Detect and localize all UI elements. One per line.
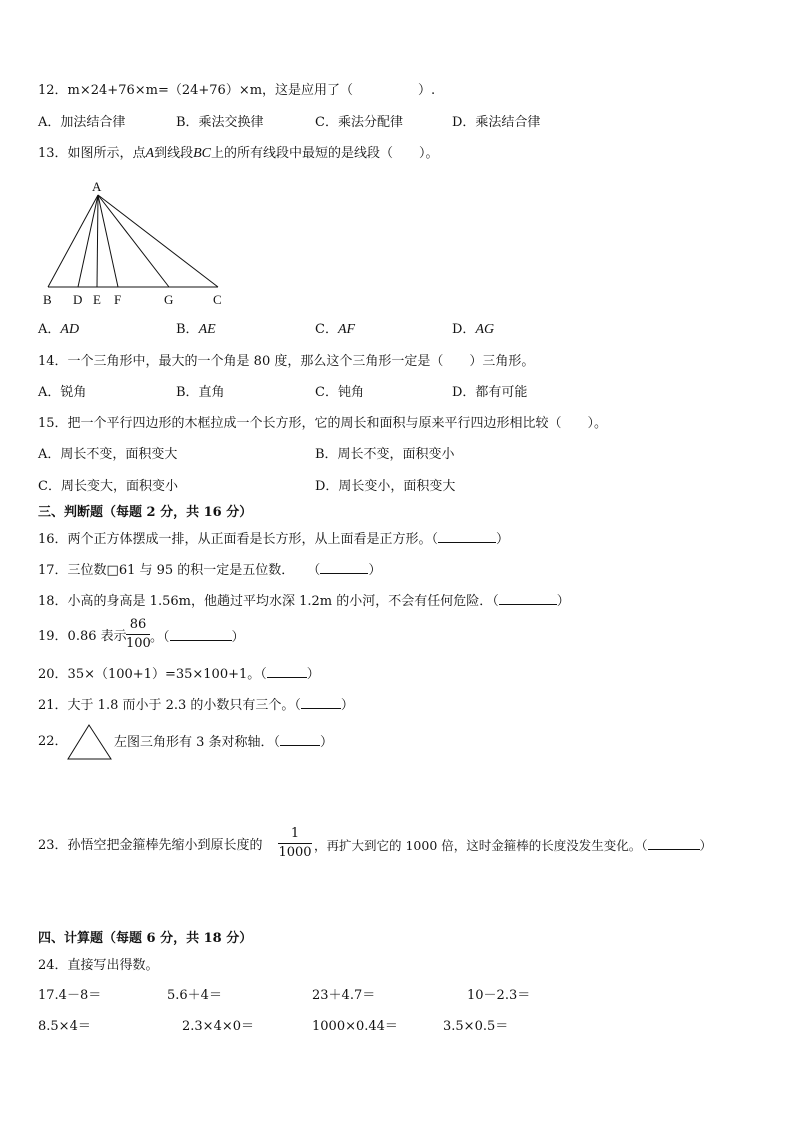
figure-label-g: G <box>164 292 174 307</box>
calc-item: 3.5×0.5＝ <box>443 1019 509 1034</box>
q15-option-a: A．周长不变，面积变大 <box>38 447 178 462</box>
q21: 21．大于 1.8 而小于 2.3 的小数只有三个。（ ） <box>38 698 354 713</box>
fraction-denominator: 100 <box>126 636 151 651</box>
segment-ad <box>78 195 98 287</box>
answer-blank[interactable] <box>499 592 557 605</box>
calc-item: 23＋4.7＝ <box>312 988 376 1003</box>
calc-item: 10－2.3＝ <box>467 988 531 1003</box>
q17: 17．三位数□61 与 95 的积一定是五位数． （ ） <box>38 563 382 578</box>
q13-option-a: A．AD <box>38 322 80 337</box>
q18: 18．小高的身高是 1.56m，他趟过平均水深 1.2m 的小河，不会有任何危险．（ ） <box>38 594 570 609</box>
answer-blank[interactable] <box>438 530 496 543</box>
q14-option-d: D．都有可能 <box>452 385 528 400</box>
q24-stem: 24．直接写出得数。 <box>38 958 159 973</box>
fraction-numerator: 86 <box>129 617 147 632</box>
q15-stem: 15．把一个平行四边形的木框拉成一个长方形，它的周长和面积与原来平行四边形相比较（ ）。 <box>38 416 608 431</box>
q13-option-d: D．AG <box>452 322 495 337</box>
answer-blank[interactable] <box>170 628 232 641</box>
segment-ae <box>97 195 98 287</box>
answer-blank[interactable] <box>267 665 307 678</box>
q14-option-b: B．直角 <box>176 385 225 400</box>
q15-option-b: B．周长不变，面积变小 <box>315 447 455 462</box>
answer-blank[interactable] <box>648 837 700 850</box>
triangle-figure <box>36 176 236 310</box>
q23-fraction <box>278 826 312 861</box>
section-3-title: 三、判断题（每题 2 分，共 16 分） <box>38 505 253 520</box>
q12-option-c: C．乘法分配律 <box>315 115 403 130</box>
q14-option-c: C．钝角 <box>315 385 364 400</box>
q23-pre: 23．孙悟空把金箍棒先缩小到原长度的 <box>38 838 263 853</box>
fraction-denominator: 1000 <box>278 845 312 860</box>
figure-label-b: B <box>43 292 52 307</box>
section-4-title: 四、计算题（每题 6 分，共 18 分） <box>38 931 253 946</box>
calc-item: 17.4－8＝ <box>38 988 102 1003</box>
q20: 20．35×（100+1）=35×100+1。（ ） <box>38 667 320 682</box>
q12-option-a: A．加法结合律 <box>38 115 126 130</box>
q22-number: 22． <box>38 734 68 749</box>
answer-blank[interactable] <box>301 696 341 709</box>
q19-post: 。（ ） <box>150 630 245 645</box>
calc-item: 8.5×4＝ <box>38 1019 91 1034</box>
q15-option-d: D．周长变小，面积变大 <box>315 479 456 494</box>
segment-af <box>98 195 118 287</box>
q22: 左图三角形有 3 条对称轴．（ ） <box>114 735 334 750</box>
q14-stem: 14．一个三角形中，最大的一个角是 80 度，那么这个三角形一定是（ ）三角形。 <box>38 354 535 369</box>
figure-label-f: F <box>114 292 122 307</box>
q13-stem: 13．如图所示，点A到线段BC上的所有线段中最短的是线段（ ）。 <box>38 146 439 161</box>
q15-option-c: C．周长变大，面积变小 <box>38 479 178 494</box>
q13-option-c: C．AF <box>315 322 356 337</box>
q14-option-a: A．锐角 <box>38 385 87 400</box>
figure-label-e: E <box>93 292 101 307</box>
answer-blank[interactable] <box>320 561 368 574</box>
point-a-label: A <box>145 146 155 161</box>
q12-option-d: D．乘法结合律 <box>452 115 541 130</box>
q12-option-b: B．乘法交换律 <box>176 115 264 130</box>
q16: 16．两个正方体摆成一排，从正面看是长方形，从上面看是正方形。（ ） <box>38 532 510 547</box>
figure-label-c: C <box>213 292 222 307</box>
segment-bc-label: BC <box>193 146 212 161</box>
fraction-bar <box>126 634 150 635</box>
q19-pre: 19．0.86 表示 <box>38 629 127 644</box>
segment-ab <box>48 195 98 287</box>
fraction-numerator: 1 <box>290 826 300 841</box>
q12-stem: 12．m×24+76×m=（24+76）×m，这是应用了（ ）. <box>38 83 436 98</box>
fraction-bar <box>278 843 312 844</box>
calc-item: 1000×0.44＝ <box>312 1019 398 1034</box>
equilateral-triangle-icon <box>66 723 114 761</box>
answer-blank[interactable] <box>280 733 320 746</box>
figure-label-d: D <box>73 292 83 307</box>
calc-item: 5.6＋4＝ <box>167 988 222 1003</box>
q19-fraction <box>126 617 150 652</box>
calc-item: 2.3×4×0＝ <box>182 1019 255 1034</box>
q23-post: ，再扩大到它的 1000 倍，这时金箍棒的长度没发生变化。（ ） <box>314 838 713 853</box>
figure-label-a: A <box>92 179 102 194</box>
q13-option-b: B．AE <box>176 322 216 337</box>
